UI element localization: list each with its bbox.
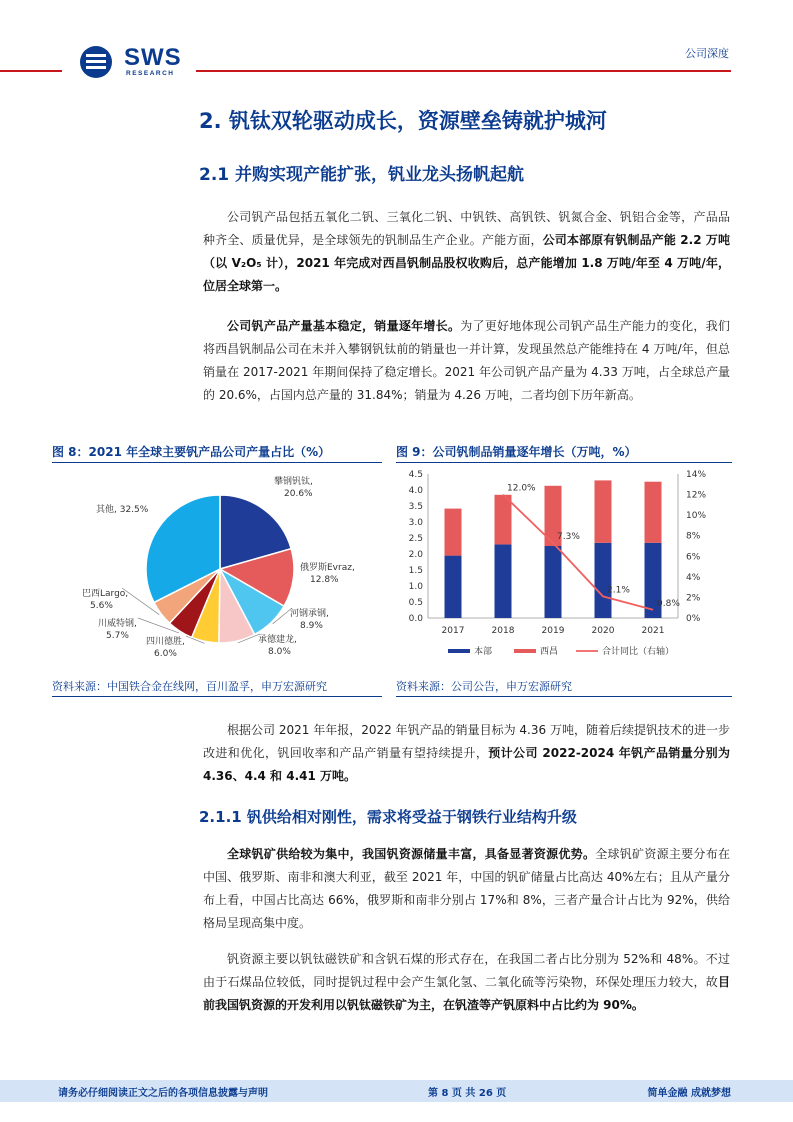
y-left-tick-1: 0.5 — [408, 598, 423, 608]
y-right-tick-2: 4% — [686, 572, 701, 583]
p5-bold: 目前我国钒资源的开发利用以钒钛磁铁矿为主，在钒渣等产钒原料中占比约为 90%。 — [203, 975, 730, 1012]
x-tick-2018: 2018 — [491, 626, 515, 636]
pie-value-3: 8.0% — [268, 647, 291, 657]
p1-text: 公司钒产品包括五氧化二钒、三氧化二钒、中钒铁、高钒铁、钒氮合金、钒铝合金等，产品品种齐全、质量优异，是全球领先的钒制品生产企业。产能方面， — [203, 210, 730, 247]
pie-label-3: 承德建龙, — [258, 635, 297, 645]
y-left-tick-7: 3.5 — [408, 502, 423, 512]
y-right-tick-3: 6% — [686, 552, 701, 563]
pie-chart — [52, 466, 382, 674]
logo-subtext: RESEARCH — [126, 70, 175, 77]
legend-yoy: 合计同比（右轴） — [602, 647, 675, 657]
bar-xichang-2017 — [445, 509, 462, 556]
p5-text: 钒资源主要以钒钛磁铁矿和含钒石煤的形式存在，在我国二者占比分别为 52%和 48%。不过由于石煤品位较低，同时提钒过程中会产生氯化氢、二氧化硫等污染物，环保处理压力较大，故 — [203, 952, 730, 989]
legend-xichang-swatch — [514, 649, 536, 653]
pie-label-5: 川威特钢, — [98, 619, 137, 629]
paragraph-4 — [203, 843, 730, 935]
p1-bold: 公司本部原有钒制品产能 2.2 万吨（以 V₂O₅ 计），2021 年完成对西昌钒制品股权收购后，总产能增加 1.8 万吨/年至 4 万吨/年，位居全球第一。 — [203, 233, 730, 293]
figure9-rule-bottom — [396, 696, 732, 697]
yoy-label-2018: 12.0% — [507, 483, 536, 494]
bar-line-chart — [396, 466, 732, 674]
x-tick-2017: 2017 — [441, 626, 465, 636]
y-left-tick-2: 1.0 — [408, 582, 423, 592]
pie-label-2: 河钢承钢, — [290, 609, 329, 619]
company-logo — [78, 44, 122, 80]
pie-value-2: 8.9% — [300, 621, 323, 631]
figure8-rule — [52, 462, 382, 463]
bar-xichang-2018 — [495, 495, 512, 545]
figure9-title: 图 9：公司钒制品销量逐年增长（万吨，%） — [396, 445, 637, 459]
pie-value-5: 5.7% — [106, 631, 129, 641]
p4-text: 全球钒矿资源主要分布在中国、俄罗斯、南非和澳大利亚，截至 2021 年，中国的钒矿储量占比高达 40%左右；且从产量分布上看，中国占比高达 66%，俄罗斯和南非分别占 17%和 8%，三者产量合计占比为 92%，供给格局呈现高集中度。 — [203, 847, 730, 930]
x-tick-2021: 2021 — [641, 626, 665, 636]
y-left-tick-8: 4.0 — [408, 486, 423, 496]
paragraph-5 — [203, 948, 730, 1017]
y-right-tick-6: 12% — [686, 490, 707, 501]
footer-slogan: 简单金融 成就梦想 — [647, 1088, 731, 1099]
pie-label-4: 四川德胜, — [146, 637, 185, 647]
y-left-tick-5: 2.5 — [408, 534, 423, 544]
y-right-tick-7: 14% — [686, 470, 707, 480]
pie-value-0: 20.6% — [284, 489, 313, 499]
paragraph-2 — [203, 315, 730, 407]
y-left-tick-3: 1.5 — [408, 566, 423, 576]
pie-value-4: 6.0% — [154, 649, 177, 659]
y-right-tick-5: 10% — [686, 511, 707, 522]
section-title: 2. 钒钛双轮驱动成长，资源壁垒铸就护城河 — [199, 109, 607, 133]
y-left-tick-6: 3.0 — [408, 518, 423, 528]
bar-xichang-2021 — [645, 482, 662, 543]
p3-bold: 预计公司 2022-2024 年钒产品销量分别为 4.36、4.4 和 4.41 万吨。 — [203, 746, 730, 783]
figure8-source: 资料来源：中国铁合金在线网，百川盈孚，申万宏源研究 — [52, 680, 327, 693]
y-left-tick-0: 0.0 — [408, 614, 423, 624]
figure9-rule — [396, 462, 732, 463]
page-number: 第 8 页 共 26 页 — [428, 1088, 507, 1099]
figure8-title: 图 8：2021 年全球主要钒产品公司产量占比（%） — [52, 445, 331, 459]
pie-label-7: 其他, 32.5% — [96, 505, 149, 515]
pie-label-6: 巴西Largo, — [82, 589, 129, 599]
pie-value-1: 12.8% — [310, 575, 339, 585]
report-category: 公司深度 — [685, 47, 729, 60]
bar-benbu-2020 — [595, 543, 612, 618]
y-right-tick-0: 0% — [686, 614, 701, 624]
p4-bold: 全球钒矿供给较为集中，我国钒资源储量丰富，具备显著资源优势。 — [227, 847, 596, 861]
bar-benbu-2017 — [445, 556, 462, 618]
p2-bold: 公司钒产品产量基本稳定，销量逐年增长。 — [227, 319, 461, 333]
p3-text: 根据公司 2021 年年报，2022 年钒产品的销量目标为 4.36 万吨，随着后续提钒技术的进一步改进和优化，钒回收率和产品产销量有望持续提升， — [203, 723, 730, 760]
legend-xichang: 西昌 — [540, 647, 559, 657]
legend-benbu-swatch — [448, 649, 470, 653]
y-left-tick-4: 2.0 — [408, 550, 423, 560]
figure8-rule-bottom — [52, 696, 382, 697]
legend-benbu: 本部 — [474, 647, 493, 657]
figure9-source: 资料来源：公司公告，申万宏源研究 — [396, 680, 572, 693]
logo-text: SWS — [124, 44, 182, 71]
pie-label-0: 攀钢钒钛, — [274, 477, 313, 487]
header-rule — [196, 70, 731, 72]
p2-text: 为了更好地体现公司钒产品生产能力的变化，我们将西昌钒制品公司在未并入攀钢钒钛前的销量也一并计算，发现虽然总产能维持在 4 万吨/年，但总销量在 2017-2021 年期间保持了稳定增长。2021 年公司钒产品产量为 4.33 万吨，占全球总产量的 20.6%，占国内总产量的 31.84%；销量为 4.26 万吨，二者均创下历年新高。 — [203, 319, 730, 402]
yoy-line — [503, 495, 653, 610]
yoy-label-2019: 7.3% — [557, 531, 580, 542]
bar-xichang-2020 — [595, 480, 612, 542]
header-rule-left — [0, 70, 62, 72]
x-tick-2020: 2020 — [591, 626, 615, 636]
bar-benbu-2018 — [495, 544, 512, 618]
pie-label-1: 俄罗斯Evraz, — [300, 563, 355, 573]
y-left-tick-9: 4.5 — [408, 470, 423, 480]
footer-disclaimer: 请务必仔细阅读正文之后的各项信息披露与声明 — [58, 1088, 268, 1099]
paragraph-1 — [203, 206, 730, 298]
y-right-tick-1: 2% — [686, 593, 701, 604]
subsection-title: 2.1 并购实现产能扩张，钒业龙头扬帆起航 — [199, 165, 525, 185]
bar-benbu-2019 — [545, 546, 562, 618]
yoy-label-2020: 2.1% — [607, 585, 630, 596]
pie-value-6: 5.6% — [90, 601, 113, 611]
y-right-tick-4: 8% — [686, 531, 701, 542]
subsubsection-title: 2.1.1 钒供给相对刚性，需求将受益于钢铁行业结构升级 — [199, 808, 577, 826]
yoy-label-2021: 0.8% — [657, 598, 680, 609]
x-tick-2019: 2019 — [541, 626, 565, 636]
paragraph-3 — [203, 719, 730, 788]
